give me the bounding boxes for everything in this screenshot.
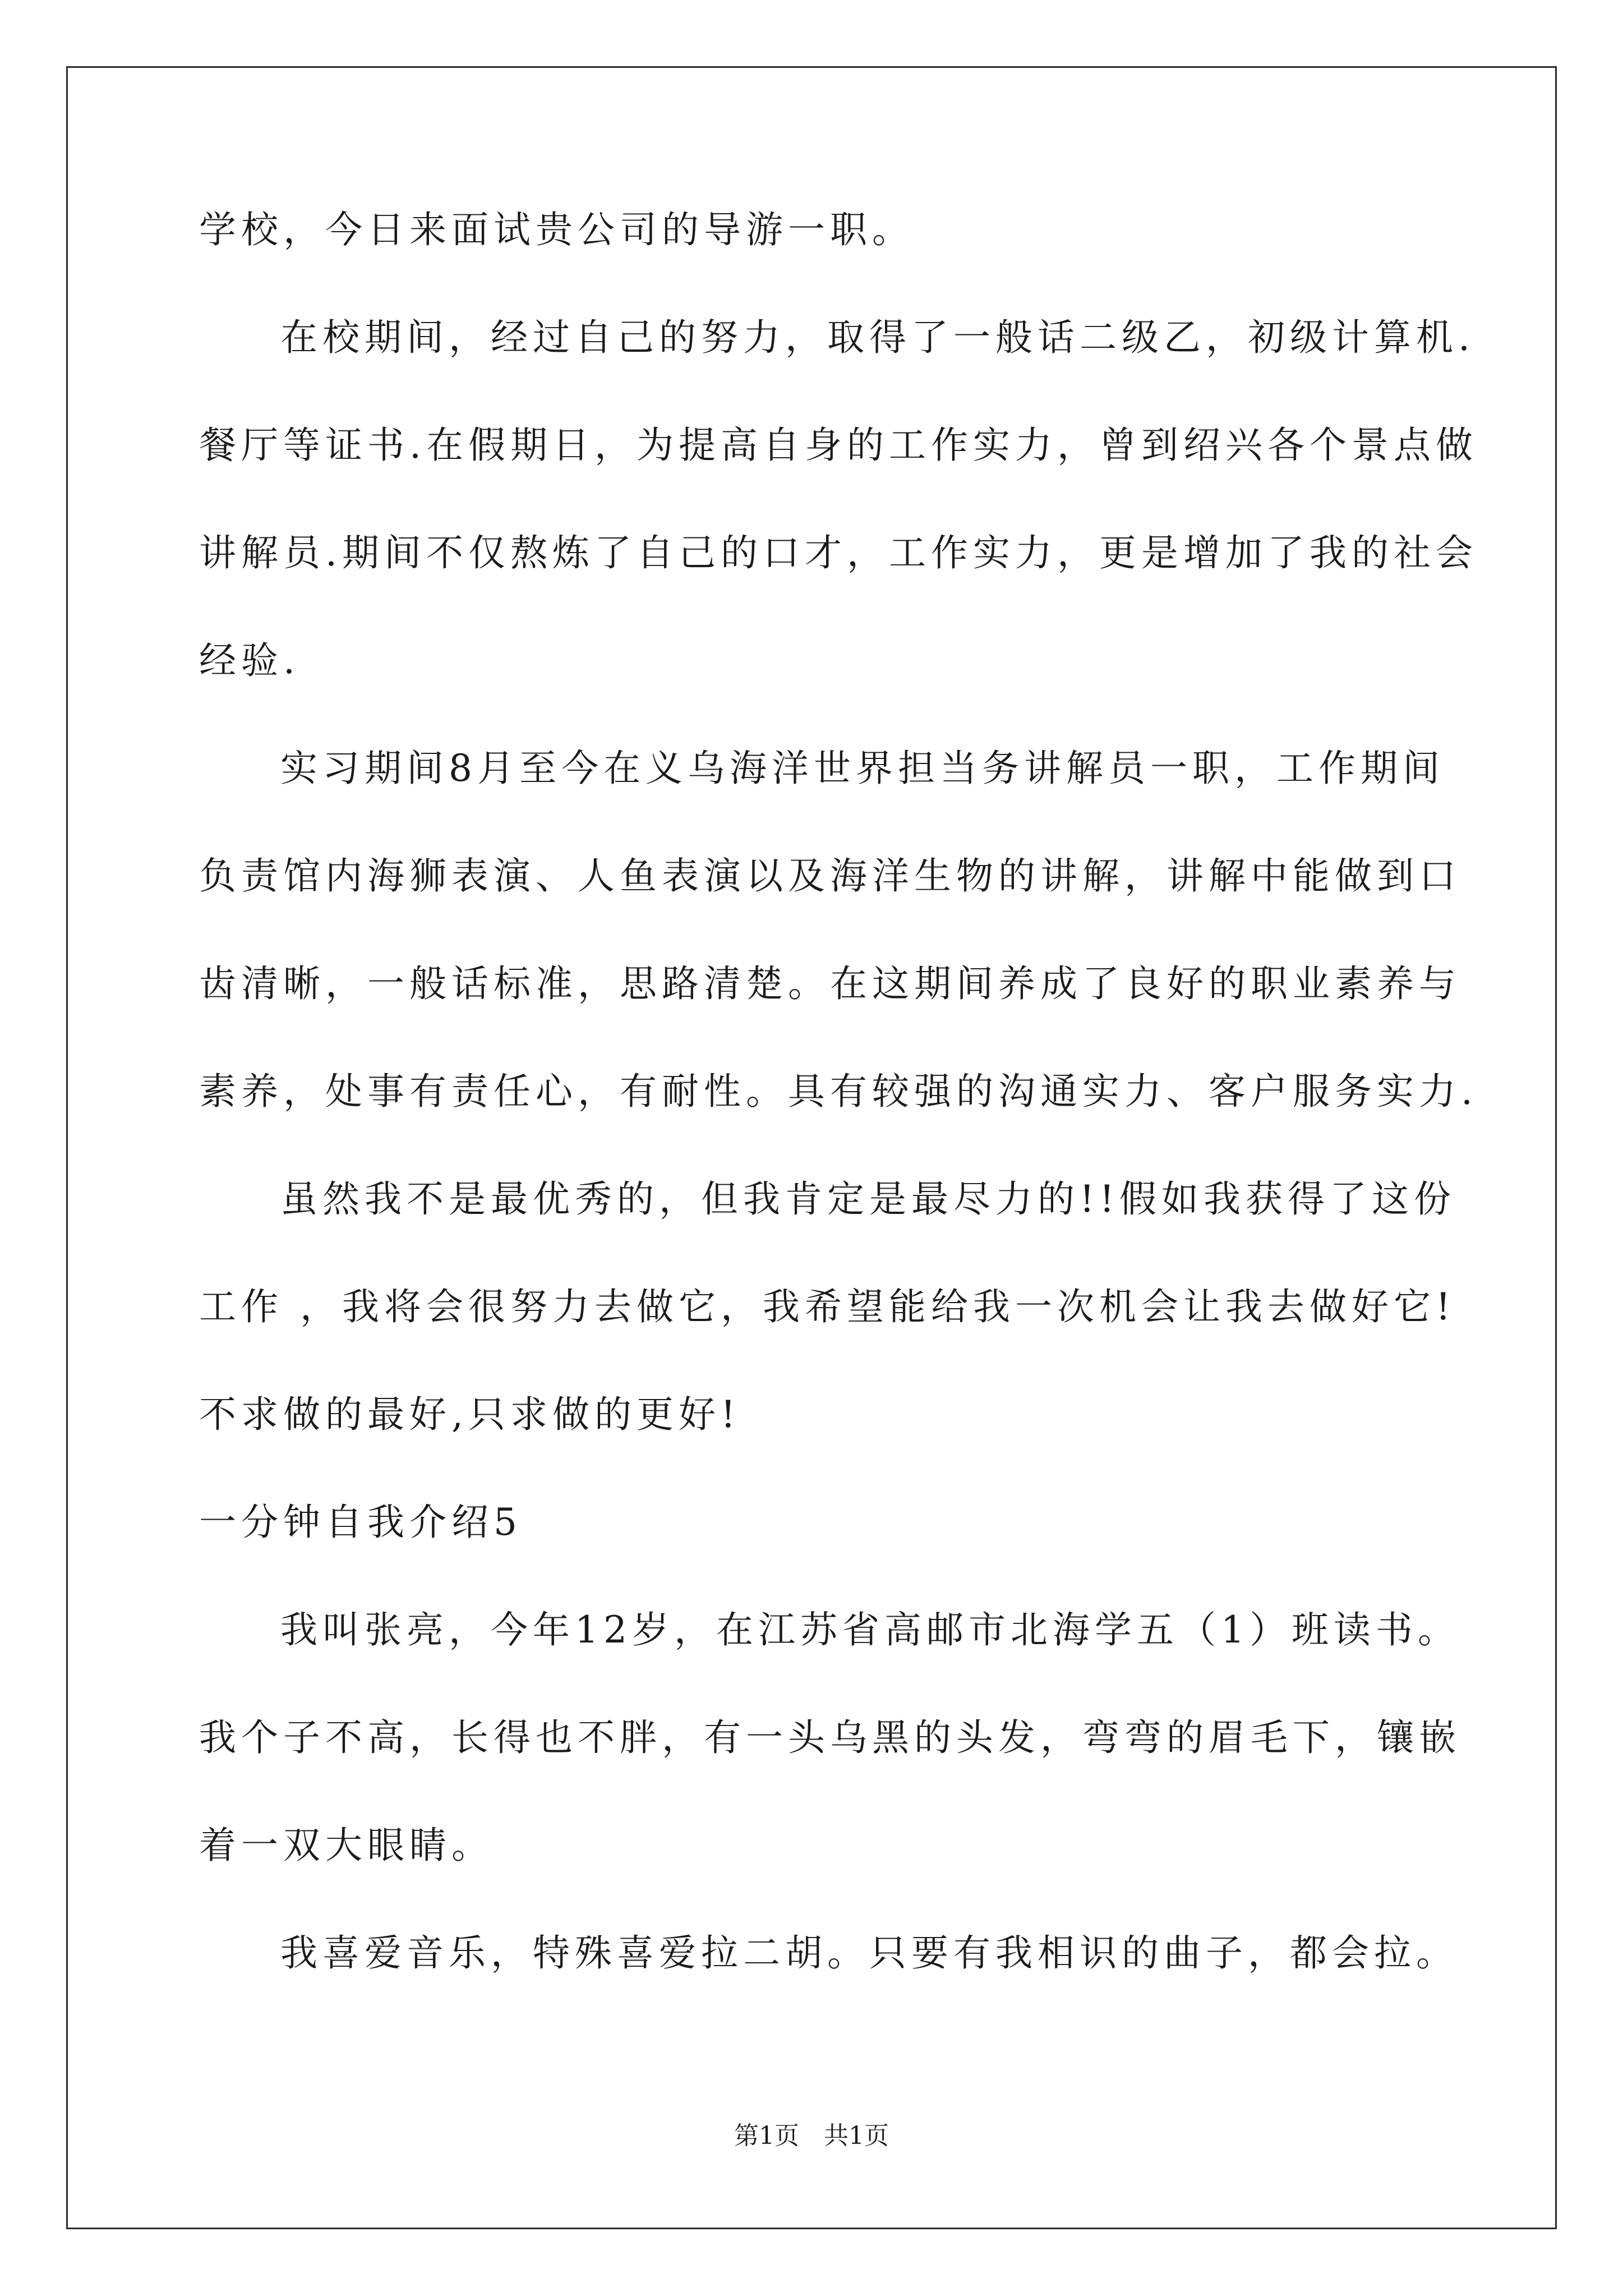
text-line: 不求做的最好,只求做的更好! [199, 1393, 741, 1436]
page-border [66, 66, 1557, 2229]
text-line: 素养，处事有责任心，有耐性。具有较强的沟通实力、客户服务实力. [199, 1070, 1478, 1113]
text-line: 餐厅等证书.在假期日，为提高自身的工作实力，曾到绍兴各个景点做 [199, 424, 1478, 467]
text-line: 讲解员.期间不仅熬炼了自己的口才，工作实力，更是增加了我的社会 [199, 531, 1478, 574]
paragraph-line: 实习期间8月至今在义乌海洋世界担当务讲解员一职，工作期间 [280, 747, 1445, 790]
paragraph-line: 我喜爱音乐，特殊喜爱拉二胡。只要有我相识的曲子，都会拉。 [280, 1931, 1458, 1975]
text-line: 经验. [199, 639, 300, 682]
section-heading: 一分钟自我介绍5 [199, 1501, 522, 1544]
text-line: 我个子不高，长得也不胖，有一头乌黑的头发，弯弯的眉毛下，镶嵌 [199, 1716, 1461, 1759]
text-line: 工作 ，我将会很努力去做它，我希望能给我一次机会让我去做好它! [199, 1285, 1456, 1328]
text-line: 学校，今日来面试贵公司的导游一职。 [199, 208, 914, 251]
text-line: 负责馆内海狮表演、人鱼表演以及海洋生物的讲解，讲解中能做到口 [199, 854, 1461, 898]
text-line: 着一双大眼睛。 [199, 1824, 494, 1867]
page-number-footer: 第1页 共1页 [734, 2122, 889, 2150]
paragraph-line: 我叫张亮，今年12岁，在江苏省高邮市北海学五（1）班读书。 [280, 1608, 1460, 1651]
text-line: 齿清晰，一般话标准，思路清楚。在这期间养成了良好的职业素养与 [199, 962, 1461, 1005]
paragraph-line: 在校期间，经过自己的努力，取得了一般话二级乙，初级计算机. [280, 316, 1475, 359]
paragraph-line: 虽然我不是最优秀的，但我肯定是最尽力的!!假如我获得了这份 [280, 1177, 1456, 1221]
